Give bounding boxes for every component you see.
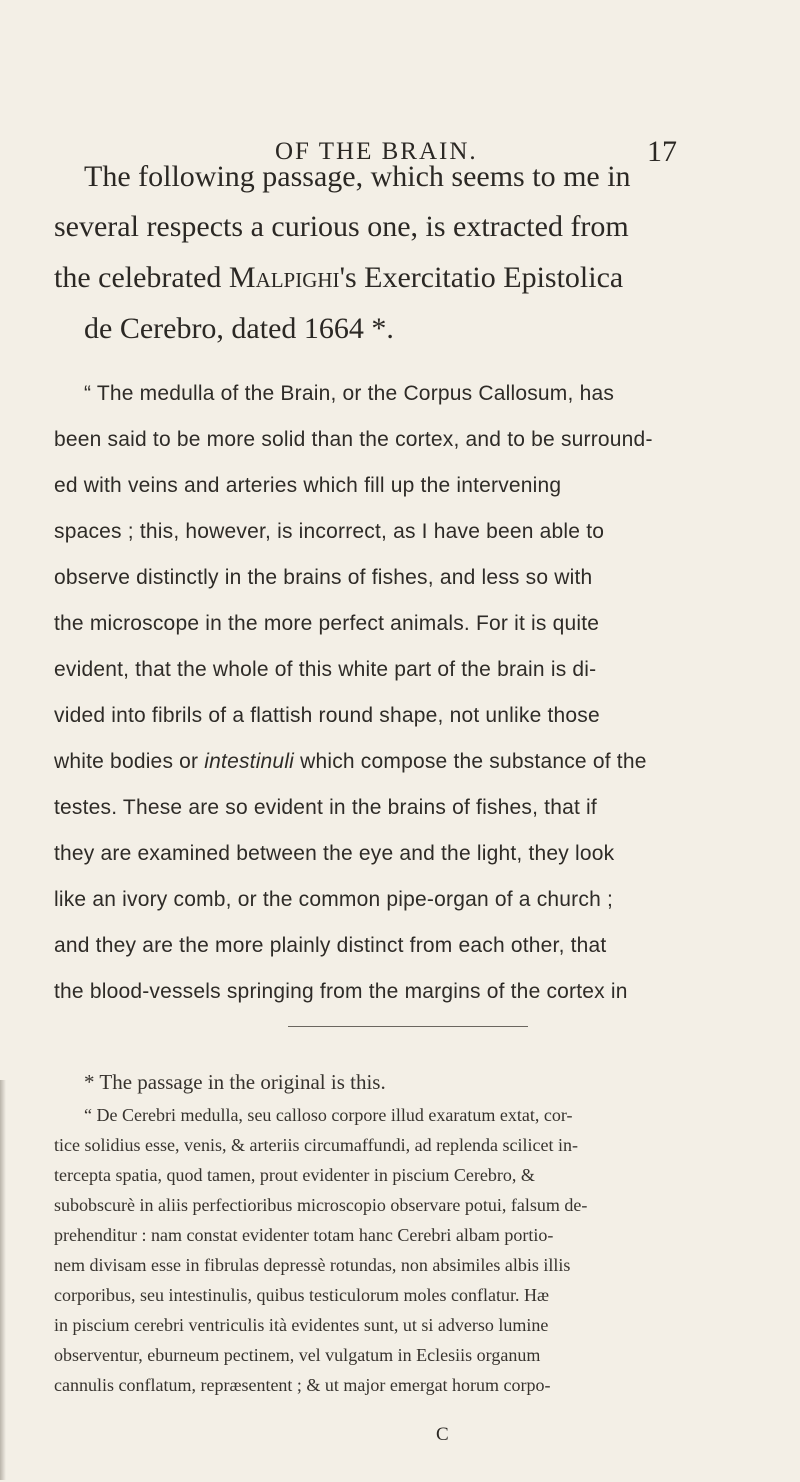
page-number: 17 [647, 135, 677, 168]
footnote-heading: * The passage in the original is this. [84, 1070, 386, 1094]
quote-line: the blood-vessels springing from the margins of the cortex in [54, 980, 628, 1003]
footnote-divider [288, 1026, 528, 1027]
footnote-line: subobscurè in aliis perfectioribus microscopio observare potui, falsum de- [54, 1195, 588, 1215]
quote-line: been said to be more solid than the cortex, and to be surround- [54, 428, 653, 451]
page-shadow [0, 1080, 6, 1480]
quote-line: ed with veins and arteries which fill up the intervening [54, 474, 562, 497]
quote-line: like an ivory comb, or the common pipe-organ of a church ; [54, 888, 614, 911]
footnote-line: prehenditur : nam constat evidenter totam hanc Cerebri albam portio- [54, 1225, 554, 1245]
quote-line: “ The medulla of the Brain, or the Corpus Callosum, has [84, 382, 615, 405]
intro-line: the celebrated Malpighi's Exercitatio Epistolica [54, 261, 624, 294]
footnote-line: “ De Cerebri medulla, seu calloso corpore illud exaratum extat, cor- [84, 1105, 573, 1125]
footnote-line: tice solidius esse, venis, & arteriis circumaffundi, ad replenda scilicet in- [54, 1135, 579, 1155]
quote-line: evident, that the whole of this white part of the brain is di- [54, 658, 597, 681]
quote-line: they are examined between the eye and the light, they look [54, 842, 615, 865]
footnote-line: cannulis conflatum, repræsentent ; & ut major emergat horum corpo- [54, 1375, 551, 1395]
quote-line: white bodies or intestinuli which compose the substance of the [54, 750, 647, 773]
intro-line: de Cerebro, dated 1664 *. [84, 312, 394, 345]
footnote-line: nem divisam esse in fibrulas depressè rotundas, non absimiles albis illis [54, 1255, 571, 1275]
intro-line: The following passage, which seems to me in [84, 160, 631, 193]
latin-term: intestinuli [204, 750, 295, 773]
footnote-line: tercepta spatia, quod tamen, prout evidenter in piscium Cerebro, & [54, 1165, 535, 1185]
footnote-line: in piscium cerebri ventriculis ità evidentes sunt, ut si adverso lumine [54, 1315, 549, 1335]
footnote-line: corporibus, seu intestinulis, quibus testiculorum moles conflatur. Hæ [54, 1285, 549, 1305]
quote-line: vided into fibrils of a flattish round shape, not unlike those [54, 704, 600, 727]
footnote-line: observentur, eburneum pectinem, vel vulgatum in Eclesiis organum [54, 1345, 541, 1365]
intro-line: several respects a curious one, is extracted from [54, 210, 629, 243]
signature-mark: C [436, 1424, 449, 1445]
quote-line: observe distinctly in the brains of fishes, and less so with [54, 566, 593, 589]
quote-line: and they are the more plainly distinct from each other, that [54, 934, 607, 957]
quote-line: the microscope in the more perfect animals. For it is quite [54, 612, 600, 635]
quote-line: testes. These are so evident in the brains of fishes, that if [54, 796, 597, 819]
author-name: Malpighi [228, 261, 340, 294]
quote-line: spaces ; this, however, is incorrect, as I have been able to [54, 520, 605, 543]
running-title: OF THE BRAIN. [275, 138, 478, 165]
